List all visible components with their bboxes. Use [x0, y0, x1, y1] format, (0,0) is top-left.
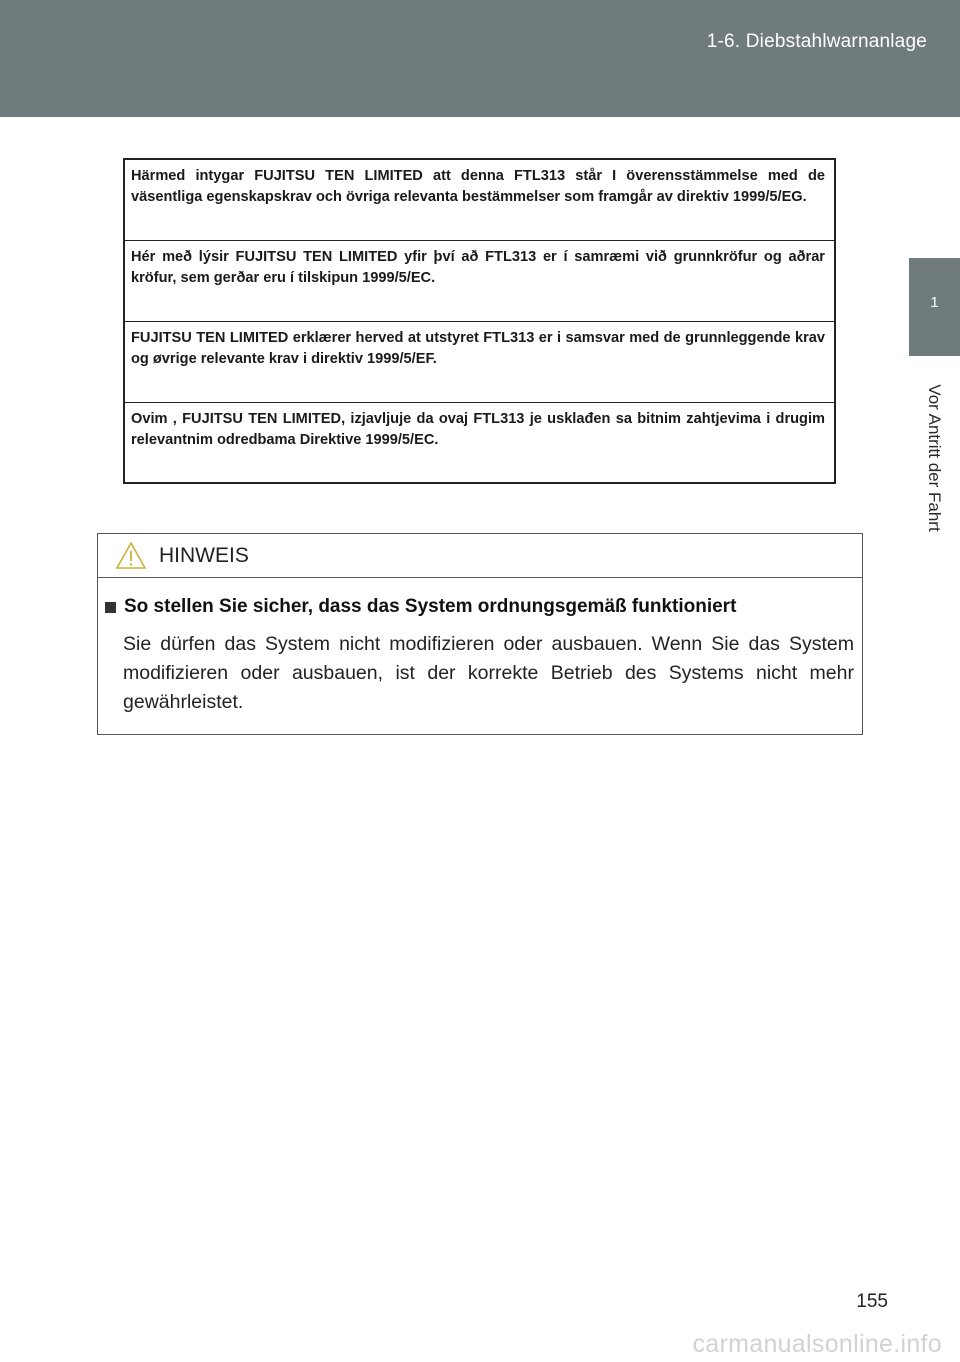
declaration-icelandic: Hér með lýsir FUJITSU TEN LIMITED yfir því að FTL313 er í samræmi við grunnkröfur og aðrar kröfur, sem gerðar eru í tilskipun 1999/5/EC. — [125, 241, 834, 322]
header-band — [0, 0, 960, 117]
notice-box — [97, 533, 863, 735]
declaration-table — [123, 158, 836, 484]
notice-heading-text: So stellen Sie sicher, dass das System ordnungsgemäß funktioniert — [124, 596, 737, 617]
notice-header — [98, 534, 862, 578]
declaration-norwegian: FUJITSU TEN LIMITED erklærer herved at utstyret FTL313 er i samsvar med de grunnleggende krav og øvrige relevante krav i direktiv 1999/5/EF. — [125, 322, 834, 403]
section-title: 1-6. Diebstahlwarnanlage — [706, 31, 927, 52]
chapter-tab — [909, 258, 960, 356]
notice-body: Sie dürfen das System nicht modifizieren oder ausbauen. Wenn Sie das System modifizieren oder ausbauen, ist der korrekte Betrieb des Systems nicht mehr gewährleistet. — [123, 633, 854, 713]
chapter-label: Vor Antritt der Fahrt — [925, 384, 944, 532]
notice-heading — [98, 596, 736, 618]
warning-triangle-icon — [115, 541, 147, 576]
declaration-croatian: Ovim , FUJITSU TEN LIMITED, izjavljuje da ovaj FTL313 je usklađen sa bitnim zahtjevima i drugim relevantnim odredbama Direktive 1999/5/EC. — [131, 411, 825, 448]
page-number: 155 — [856, 1291, 888, 1312]
declaration-swedish: Härmed intygar FUJITSU TEN LIMITED att denna FTL313 står I överensstämmelse med de väsentliga egenskapskrav och övriga relevanta bestämmelser som framgår av direktiv 1999/5/EG. — [125, 160, 834, 241]
watermark: carmanualsonline.info — [692, 1330, 942, 1358]
square-bullet-icon — [105, 602, 116, 613]
notice-title: HINWEIS — [159, 544, 249, 567]
chapter-number: 1 — [930, 294, 939, 311]
